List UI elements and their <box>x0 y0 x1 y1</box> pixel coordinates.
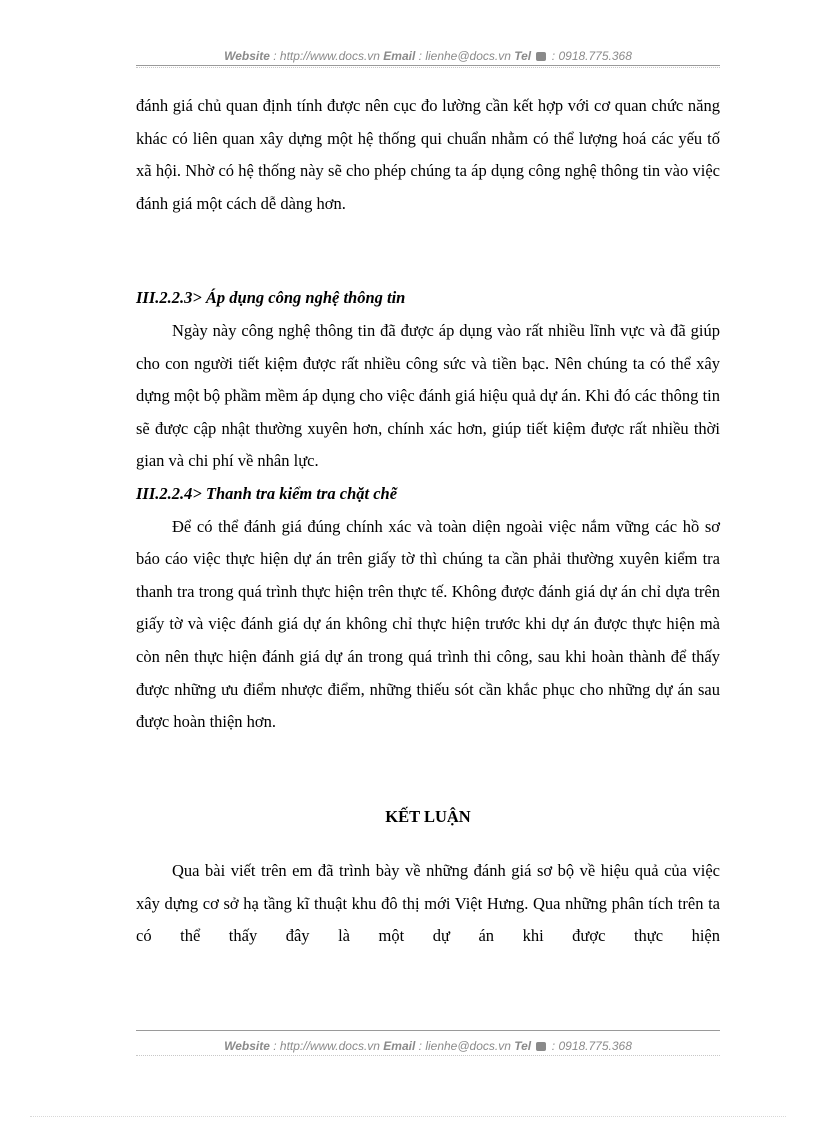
header-email-value: : lienhe@docs.vn <box>415 49 515 63</box>
footer-rule-dotted <box>136 1055 720 1056</box>
intro-paragraph: đánh giá chủ quan định tính được nên cục đo lường cần kết hợp với cơ quan chức năng khác có liên quan xây dựng một hệ thống qui chuẩn nhằm có thể lượng hoá các yếu tố xã hội. Nhờ có hệ thống này sẽ cho phép chúng ta áp dụng công nghệ thông tin vào việc đánh giá một cách dễ dàng hơn. <box>136 96 720 213</box>
page-header <box>136 49 720 63</box>
section-heading-inspection: III.2.2.4> Thanh tra kiểm tra chặt chẽ <box>136 483 398 503</box>
phone-icon <box>536 1042 546 1051</box>
header-tel-value: : 0918.775.368 <box>548 49 632 63</box>
section-heading-apply-it: III.2.2.3> Áp dụng công nghệ thông tin <box>136 288 406 308</box>
page-content <box>136 90 720 953</box>
header-rule <box>136 65 720 66</box>
header-rule-dotted <box>136 67 720 68</box>
conclusion-title: KẾT LUẬN <box>385 806 471 826</box>
header-email-label: Email <box>383 49 416 63</box>
footer-website-value: : http://www.docs.vn <box>269 1039 384 1053</box>
page-footer <box>136 1039 720 1053</box>
footer-website-label: Website <box>224 1039 270 1053</box>
footer-tel-label: Tel <box>514 1039 532 1053</box>
section-paragraph-inspection: Để có thể đánh giá đúng chính xác và toàn diện ngoài việc nắm vững các hồ sơ báo cáo việc thực hiện dự án trên giấy tờ thì chúng ta cần phải thường xuyên kiểm tra thanh tra trong quá trình thực hiện trên thực tế. Không được đánh giá dự án chỉ dựa trên giấy tờ và việc đánh giá dự án không chỉ thực hiện trước khi dự án được thực hiện mà còn nên thực hiện đánh giá dự án trong quá trình thi công, sau khi hoàn thành để thấy được những ưu điểm nhược điểm, những thiếu sót cần khắc phục cho những dự án sau được hoàn thiện hơn. <box>136 516 720 732</box>
header-tel-label: Tel <box>514 49 532 63</box>
conclusion-paragraph: Qua bài viết trên em đã trình bày về những đánh giá sơ bộ về hiệu quả của việc xây dựng cơ sở hạ tầng kĩ thuật khu đô thị mới Việt Hưng. Qua những phân tích trên ta có thể thấy đây là một dự án khi được thực hiện <box>136 861 720 946</box>
footer-rule <box>136 1030 720 1031</box>
page-bottom-border <box>30 1116 786 1117</box>
section-paragraph-apply-it: Ngày này công nghệ thông tin đã được áp dụng vào rất nhiều lĩnh vực và đã giúp cho con người tiết kiệm được rất nhiều công sức và tiền bạc. Nên chúng ta có thể xây dựng một bộ phầm mềm áp dụng cho việc đánh giá hiệu quả dự án. Khi đó các thông tin sẽ được cập nhật thường xuyên hơn, chính xác hơn, giúp tiết kiệm được rất nhiều thời gian và chi phí về nhân lực. <box>136 320 720 471</box>
footer-email-value: : lienhe@docs.vn <box>415 1039 515 1053</box>
header-website-value: : http://www.docs.vn <box>269 49 384 63</box>
footer-email-label: Email <box>383 1039 416 1053</box>
footer-tel-value: : 0918.775.368 <box>548 1039 632 1053</box>
phone-icon <box>536 52 546 61</box>
header-website-label: Website <box>224 49 270 63</box>
